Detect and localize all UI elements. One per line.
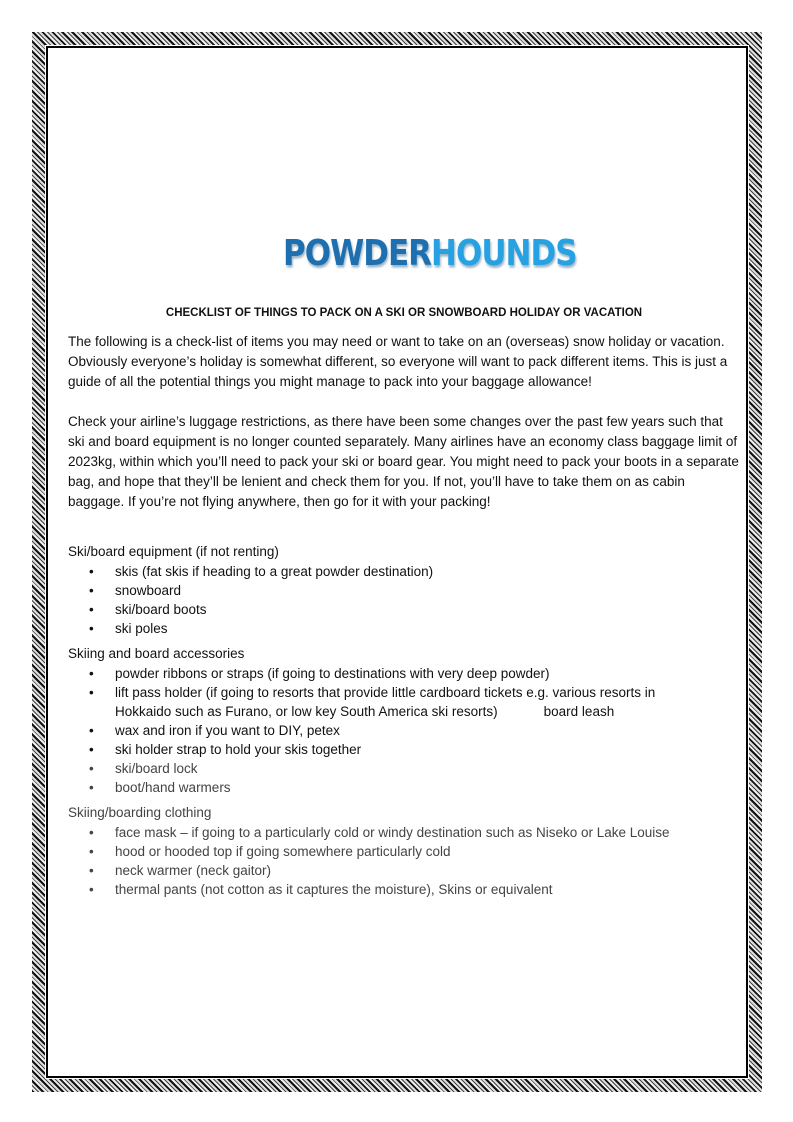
- list-item: • ski poles: [89, 621, 168, 636]
- list-item: • ski/board lock: [89, 761, 198, 776]
- list-item: • lift pass holder (if going to resorts that provide little cardboard tickets e.g. various resorts in Hokkaido such as Furano, or low key South America ski resorts) board leash: [89, 685, 656, 719]
- section-heading-clothing: Skiing/boarding clothing: [68, 805, 212, 820]
- powderhounds-logo: POWDERHOUNDS: [283, 233, 577, 275]
- list-item: • snowboard: [89, 583, 182, 598]
- section-heading-accessories: Skiing and board accessories: [68, 646, 245, 661]
- list-item: • thermal pants (not cotton as it captures the moisture), Skins or equivalent: [89, 882, 553, 897]
- luggage-paragraph: Check your airline’s luggage restrictions, as there have been some changes over the past few years such that ski and board equipment is no longer counted separately. Many airlines have an economy class baggage limit of 2023kg, within which you’ll need to pack your ski or board gear. You might need to pack your boots in a separate bag, and hope that they’ll be lenient and check them for you. If not, you’ll have to take them on as cabin baggage. If you’re not flying anywhere, then go for it with your packing!: [68, 414, 739, 509]
- list-item: • ski/board boots: [89, 602, 207, 617]
- list-item: • ski holder strap to hold your skis together: [89, 742, 362, 757]
- equipment-list: [68, 562, 740, 638]
- board-leash-item: board leash: [543, 704, 615, 719]
- list-item: • hood or hooded top if going somewhere particularly cold: [89, 844, 451, 859]
- document-body: [68, 332, 740, 905]
- list-item: • neck warmer (neck gaitor): [89, 863, 272, 878]
- list-item: • powder ribbons or straps (if going to destinations with very deep powder): [89, 666, 550, 681]
- list-item: • skis (fat skis if heading to a great powder destination): [89, 564, 434, 579]
- clothing-list: [68, 823, 740, 899]
- list-item: • face mask – if going to a particularly cold or windy destination such as Niseko or Lake Louise: [89, 825, 670, 840]
- section-heading-equipment: Ski/board equipment (if not renting): [68, 544, 279, 559]
- document-title: CHECKLIST OF THINGS TO PACK ON A SKI OR SNOWBOARD HOLIDAY OR VACATION: [165, 307, 643, 319]
- accessories-list: [68, 664, 740, 797]
- list-item: • boot/hand warmers: [89, 780, 231, 795]
- intro-paragraph: The following is a check-list of items you may need or want to take on an (overseas) snow holiday or vacation. Obviously everyone’s holiday is somewhat different, so everyone will want to pack different items. This is just a guide of all the potential things you might manage to pack into your baggage allowance!: [68, 334, 728, 389]
- list-item: • wax and iron if you want to DIY, petex: [89, 723, 340, 738]
